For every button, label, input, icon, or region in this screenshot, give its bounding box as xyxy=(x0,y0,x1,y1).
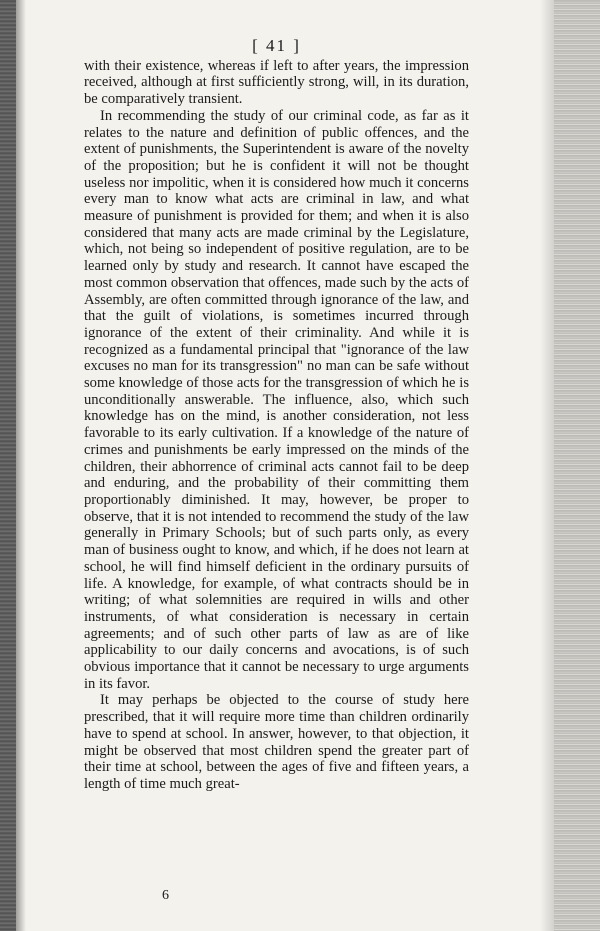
paragraph-criminal-code: In recommending the study of our criminal code, as far as it relates to the nature and definition of public offences, and the extent of punishments, the Superintendent is aware of the novelty of the proposition; but he is confident it will not be thought useless nor impolitic, when it is considered how much it concerns every man to know what acts are criminal in law, and what measure of punishment is provided for them; and when it is also considered that many acts are made criminal by the Legislature, which, not being so independent of positive regulation, are to be learned only by study and research. It cannot have escaped the most common observation that offences, made such by the acts of Assembly, are often committed through ignorance of the law, and that the guilt of violations, is sometimes incurred through ignorance of the extent of their criminality. And while it is recognized as a fundamental principal that "ignorance of the law excuses no man for its transgression" no man can be safe without some knowledge of those acts for the transgression of which he is unconditionally answerable. The influence, also, which such knowledge has on the mind, is another consideration, not less favorable to its early cultivation. If a knowledge of the nature of crimes and punishments be early impressed on the minds of the children, their abhorrence of criminal acts cannot fail to be deep and enduring, and the probability of their committing them proportionably diminished. It may, however, be proper to observe, that it is not intended to recommend the study of the law generally in Primary Schools; but of such parts only, as every man of business ought to know, and which, if he does not learn at school, he will find himself deficient in the ordinary pursuits of life. A knowledge, for example, of what contracts should be in writing; of what solemnities are required in wills and other instruments, of what consideration is necessary in certain agreements; and of such other parts of law as are of like applicability to our daily concerns and avocations, is of such obvious importance that it cannot be necessary to urge arguments in its favor. xyxy=(84,107,469,692)
paragraph-objection: It may perhaps be objected to the course of study here prescribed, that it will require more time than children ordinarily have to spend at school. In answer, however, to that objection, it might be observed that most children spend the greater part of their time at school, between the ages of five and fifteen years, a length of time much great- xyxy=(84,692,469,792)
right-page-edge xyxy=(554,0,600,931)
body-text xyxy=(84,38,469,793)
paragraph-continued: with their existence, whereas if left to after years, the impression received, although at first sufficiently strong, will, in its duration, be comparatively transient. xyxy=(84,57,469,108)
signature-mark: 6 xyxy=(162,888,169,903)
right-edge-shadow xyxy=(540,0,554,931)
left-binding-edge xyxy=(0,0,16,931)
left-edge-shadow xyxy=(16,0,26,931)
page-number: [ 41 ] xyxy=(252,36,301,55)
